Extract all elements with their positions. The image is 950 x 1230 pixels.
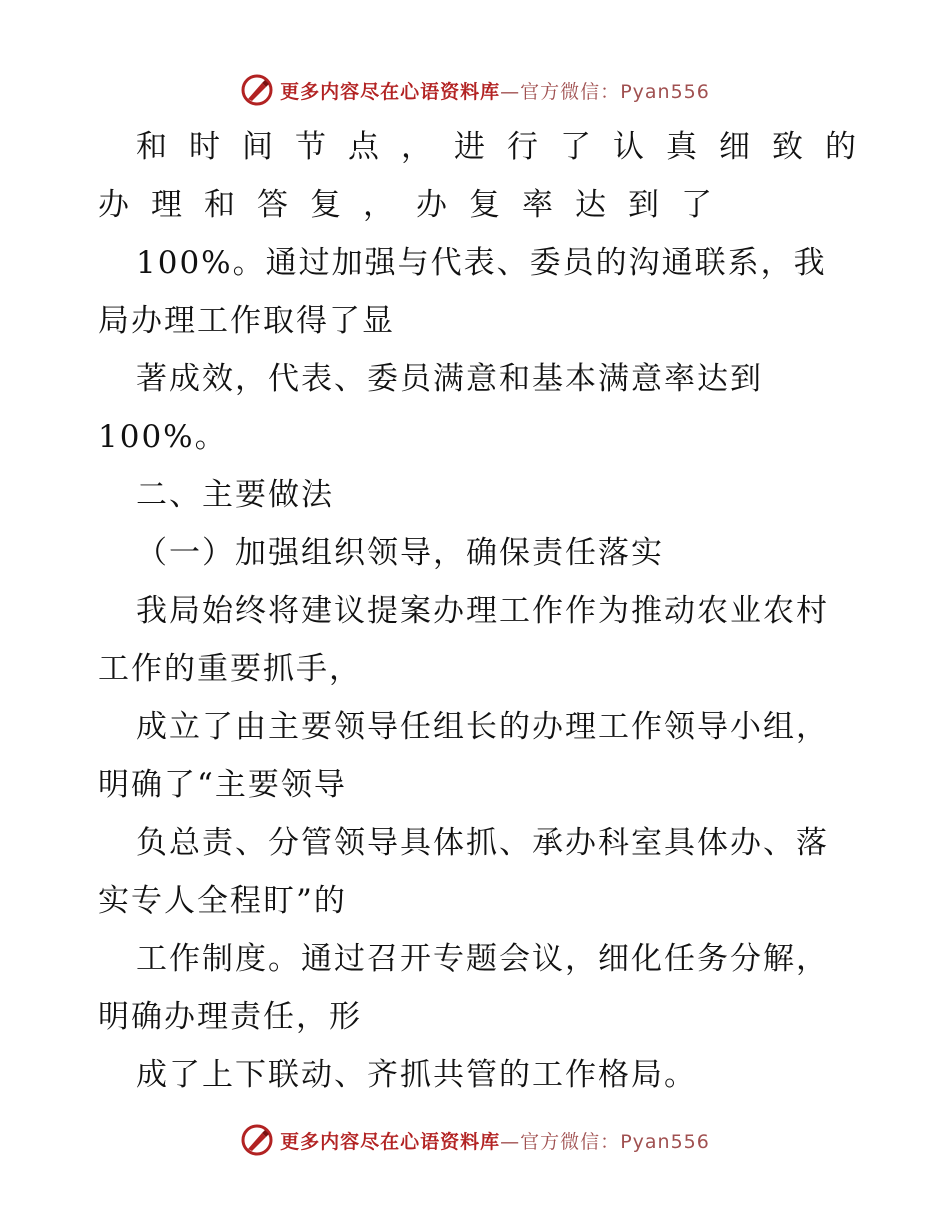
text-line: 我局始终将建议提案办理工作作为推动农业农村 [136,593,829,629]
pen-logo-icon [240,73,274,107]
text-line: 工作的重要抓手， [98,651,362,687]
text-line: 局办理工作取得了显 [98,303,395,339]
subsection-heading: （一）加强组织领导，确保责任落实 [136,535,664,571]
banner-text [280,77,710,104]
text-line: 明确办理责任，形 [98,999,362,1035]
banner-main: 更多内容尽在心语资料库 [280,80,501,103]
banner-separator: — [500,80,521,103]
banner-text [280,1127,710,1154]
text-line: 办理和答复，办复率达到了 [98,187,734,223]
footer-banner [0,1120,950,1160]
text-line: 明确了“主要领导 [98,767,347,803]
banner-account: Pyan556 [620,80,710,103]
banner-official: 官方微信： [520,80,621,103]
header-banner [0,70,950,110]
banner-official: 官方微信： [520,1130,621,1153]
banner-separator: — [500,1130,521,1153]
text-line: 实专人全程盯”的 [98,883,347,919]
text-line: 著成效，代表、委员满意和基本满意率达到 [136,361,763,397]
text-line: 成立了由主要领导任组长的办理工作领导小组， [136,709,829,745]
banner-account: Pyan556 [620,1130,710,1153]
text-line: 和时间节点，进行了认真细致的 [136,129,878,165]
banner-main: 更多内容尽在心语资料库 [280,1130,501,1153]
text-line: 100%。通过加强与代表、委员的沟通联系，我 [136,245,827,281]
section-heading: 二、主要做法 [136,477,334,513]
text-line: 负总责、分管领导具体抓、承办科室具体办、落 [136,825,829,861]
document-body [98,118,878,1104]
text-line: 成了上下联动、齐抓共管的工作格局。 [136,1057,697,1093]
pen-logo-icon [240,1123,274,1157]
text-line: 100%。 [98,419,228,455]
text-line: 工作制度。通过召开专题会议，细化任务分解， [136,941,829,977]
